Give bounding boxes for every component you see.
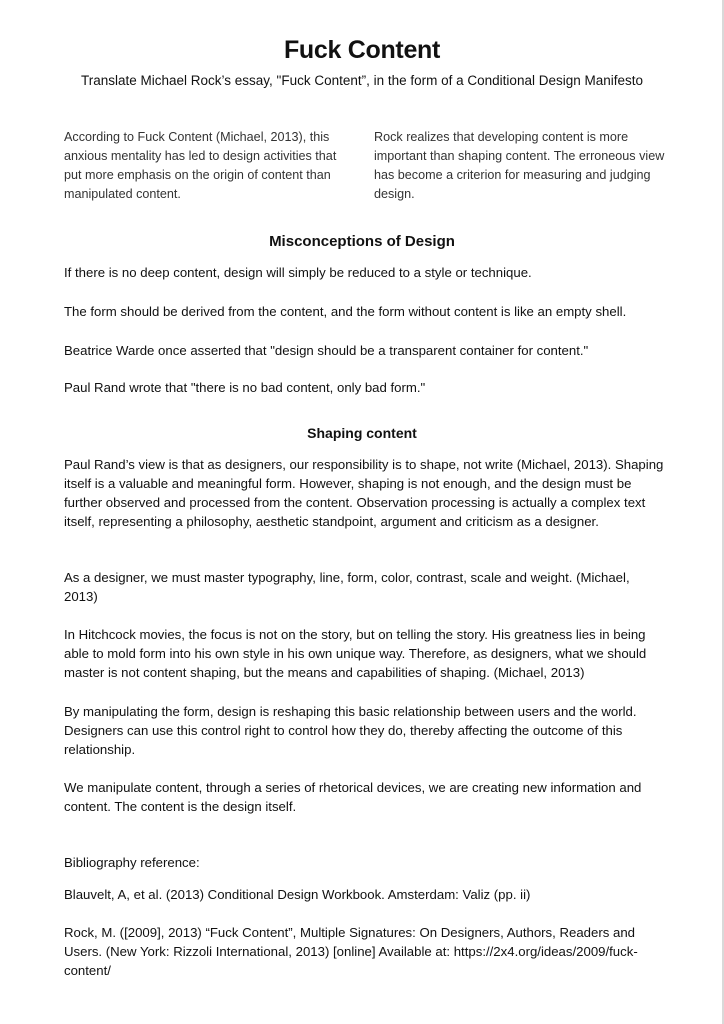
document-title: Fuck Content [283, 36, 441, 64]
bibliography-entry: Rock, M. ([2009], 2013) “Fuck Content”, Multiple Signatures: On Designers, Authors, Readers and Users. (New York: Rizzoli International, 2013) [online] Available at: https://2x4.org/ideas/2009/fuck-content/ [64, 925, 638, 978]
intro-left-column: According to Fuck Content (Michael, 2013), this anxious mentality has led to design activities that put more emphasis on the origin of content than manipulated content. [64, 130, 337, 201]
bibliography-label: Bibliography reference: [64, 855, 200, 870]
misconception-paragraph: The form should be derived from the content, and the form without content is like an empty shell. [64, 304, 627, 319]
shaping-paragraph: Paul Rand’s view is that as designers, our responsibility is to shape, not write (Michael, 2013). Shaping itself is a valuable and meaningful form. However, shaping is not enough, and the design must be further observed and processed from the content. Observation processing is actually a complex text itself, representing a philosophy, aesthetic standpoint, argument and criticism as a designer. [64, 457, 664, 529]
shaping-paragraph: By manipulating the form, design is reshaping this basic relationship between users and the world. Designers can use this control right to control how they do, thereby affecting the outcome of this relationship. [64, 704, 637, 757]
section-heading-misconceptions: Misconceptions of Design [269, 233, 455, 250]
bibliography-entry: Blauvelt, A, et al. (2013) Conditional Design Workbook. Amsterdam: Valiz (pp. ii) [64, 887, 531, 902]
section-heading-shaping: Shaping content [307, 425, 417, 441]
shaping-paragraph: As a designer, we must master typography, line, form, color, contrast, scale and weight. (Michael, 2013) [64, 570, 630, 604]
shaping-paragraph: In Hitchcock movies, the focus is not on the story, but on telling the story. His greatness lies in being able to mold form into his own style in his own unique way. Therefore, as designers, what we should master is not content shaping, but the means and capabilities of shaping. (Michael, 2013) [64, 627, 647, 680]
intro-right-column: Rock realizes that developing content is more important than shaping content. The erroneous view has become a criterion for measuring and judging design. [374, 130, 665, 201]
misconception-paragraph: Paul Rand wrote that "there is no bad content, only bad form." [64, 380, 426, 395]
misconception-paragraph: If there is no deep content, design will simply be reduced to a style or technique. [64, 265, 532, 280]
document-subtitle: Translate Michael Rock’s essay, "Fuck Content”, in the form of a Conditional Design Manifesto [80, 73, 644, 88]
misconception-paragraph: Beatrice Warde once asserted that "design should be a transparent container for content." [64, 343, 589, 358]
shaping-paragraph: We manipulate content, through a series of rhetorical devices, we are creating new information and content. The content is the design itself. [64, 780, 642, 814]
